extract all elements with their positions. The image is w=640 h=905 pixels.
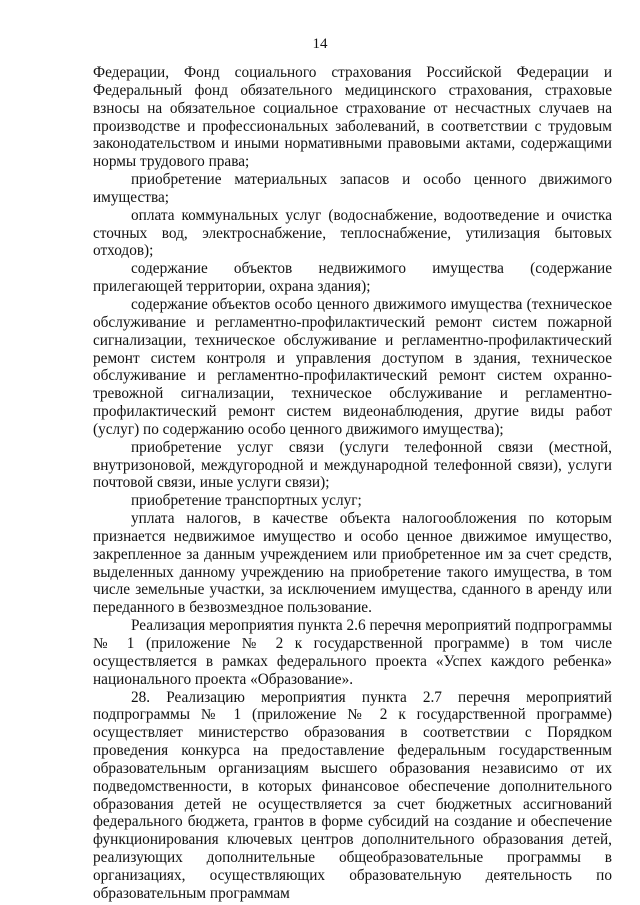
paragraph: приобретение материальных запасов и особо ценного движимого имущества; <box>93 171 612 206</box>
paragraph: Федерации, Фонд социального страхования Российской Федерации и Федеральный фонд обязательного медицинского страхования, страховые взносы на обязательное социальное страхование от несчастных случаев на производстве и профессиональных заболеваний, в соответствии с трудовым законодательством и иными нормативными правовыми актами, содержащими нормы трудового права; <box>93 64 612 171</box>
paragraph: Реализация мероприятия пункта 2.6 перечня мероприятий подпрограммы № 1 (приложение № 2 к государственной программе) в том числе осуществляется в рамках федерального проекта «Успех каждого ребенка» национального проекта «Образование». <box>93 617 612 688</box>
page-number: 14 <box>312 36 328 52</box>
paragraph: содержание объектов недвижимого имущества (содержание прилегающей территории, охрана здания); <box>93 260 612 296</box>
document-body <box>93 64 612 903</box>
paragraph: содержание объектов особо ценного движимого имущества (техническое обслуживание и регламентно-профилактический ремонт систем пожарной сигнализации, техническое обслуживание и регламентно-профилактический ремонт систем контроля и управления доступом в здания, техническое обслуживание и регламентно-профилактический ремонт систем охранно-тревожной сигнализации, техническое обслуживание и регламентно-профилактический ремонт систем видеонаблюдения, другие виды работ (услуг) по содержанию особо ценного движимого имущества); <box>93 295 612 438</box>
paragraph: оплата коммунальных услуг (водоснабжение, водоотведение и очистка сточных вод, электроснабжение, теплоснабжение, утилизация бытовых отходов); <box>93 206 612 260</box>
paragraph: приобретение транспортных услуг; <box>131 492 362 510</box>
paragraph: 28. Реализацию мероприятия пункта 2.7 перечня мероприятий подпрограммы № 1 (приложение № 2 к государственной программе) осуществляет министерство образования в соответствии с Порядком проведения конкурса на предоставление федеральным государственным образовательным организациям высшего образования независимо от их подведомственности, в которых финансовое обеспечение дополнительного образования детей не осуществляется за счет бюджетных ассигнований федерального бюджета, грантов в форме субсидий на создание и обеспечение функционирования ключевых центров дополнительного образования детей, реализующих дополнительные общеобразовательные программы в организациях, осуществляющих образовательную деятельность по образовательным программам <box>93 688 612 902</box>
paragraph: уплата налогов, в качестве объекта налогообложения по которым признается недвижимое имущество и особо ценное движимое имущество, закрепленное за данным учреждением или приобретенное им за счет средств, выделенных данному учреждению на приобретение такого имущества, в том числе земельные участки, за исключением имущества, сданного в аренду или переданного в безвозмездное пользование. <box>93 510 612 617</box>
paragraph: приобретение услуг связи (услуги телефонной связи (местной, внутризоновой, междугородной и международной телефонной связи), услуги почтовой связи, иные услуги связи); <box>93 438 612 492</box>
